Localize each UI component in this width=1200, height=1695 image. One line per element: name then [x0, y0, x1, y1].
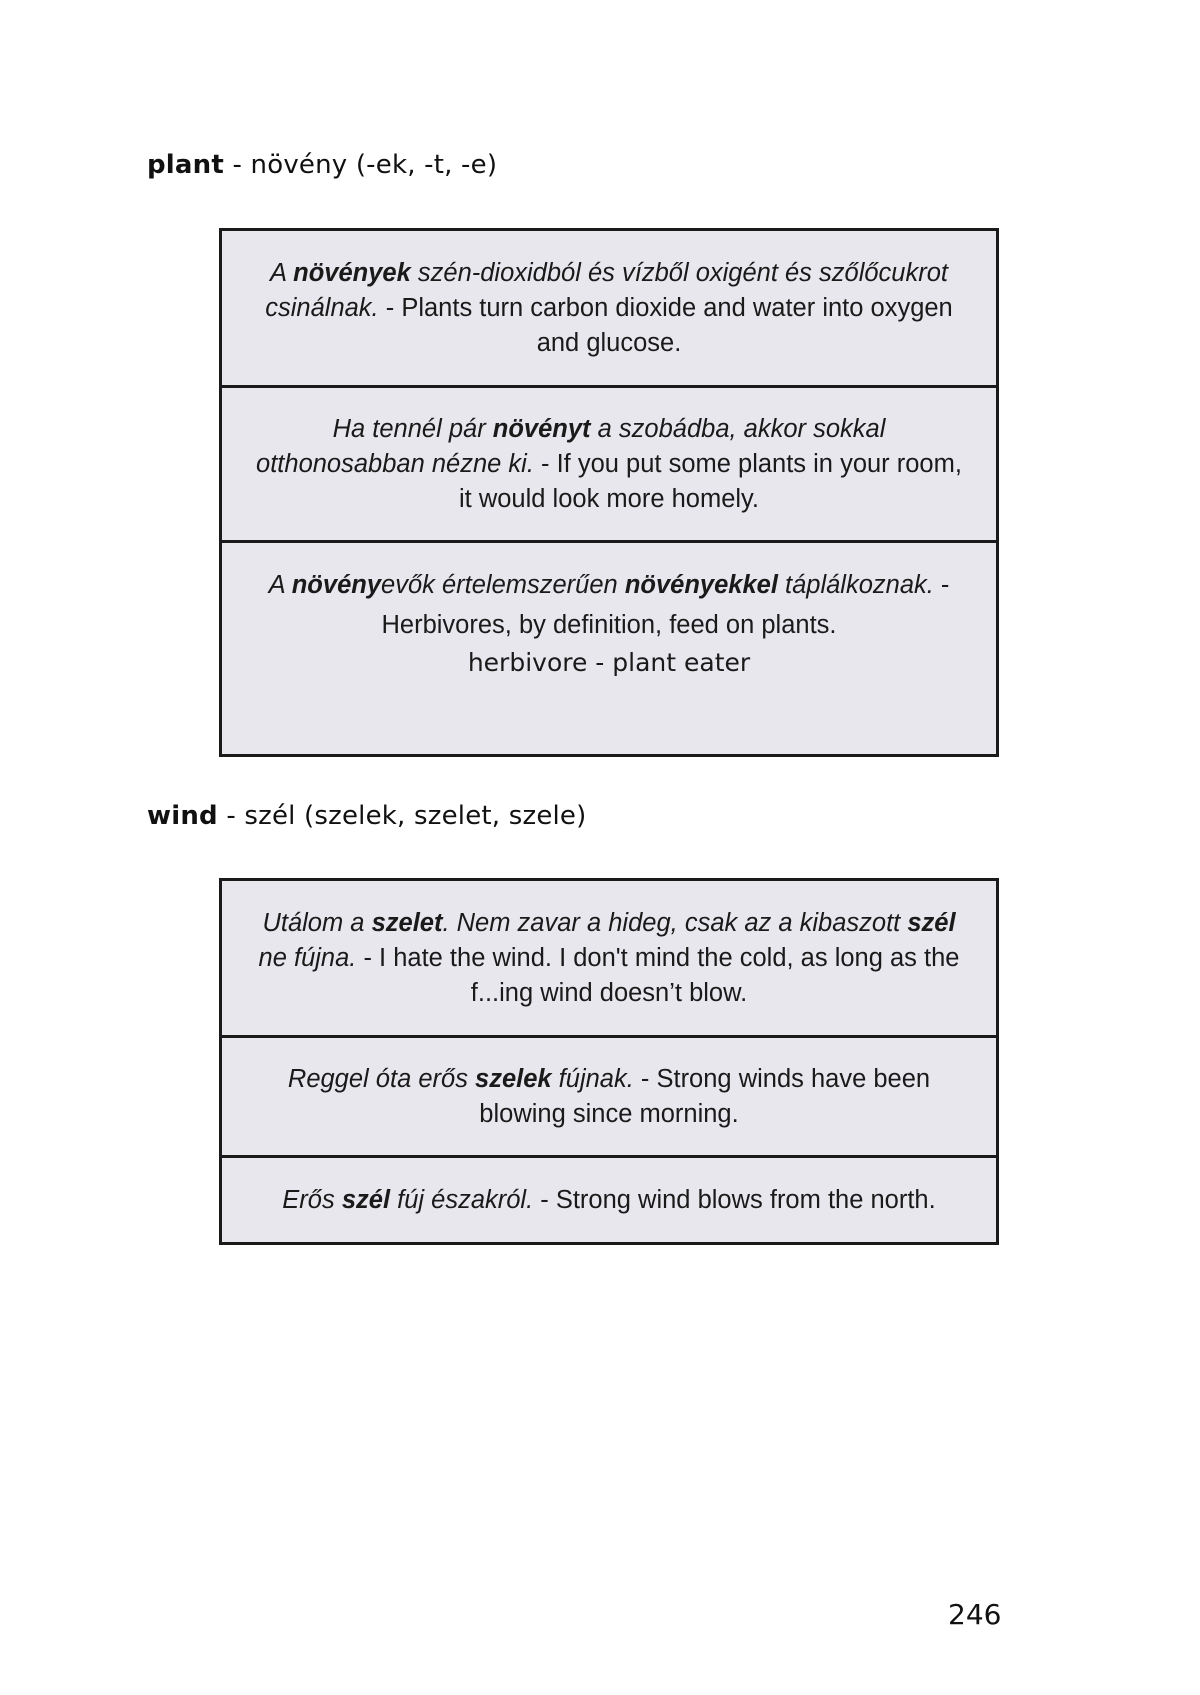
example-row — [222, 881, 996, 1038]
example-sentence: A növényevők értelemszerűen növényekkel táplálkoznak. - Herbivores, by definition, feed on plants. — [268, 571, 950, 639]
example-sentence: Reggel óta erős szelek fújnak. - Strong winds have been blowing since morning. — [287, 1064, 931, 1128]
example-sentence: Ha tennél pár növényt a szobádba, akkor sokkal otthonosabban nézne ki. - If you put some plants in your room, it would look more homely. — [256, 414, 962, 513]
entry-heading-plant — [147, 150, 497, 180]
example-table-plant — [219, 228, 999, 757]
example-row — [222, 231, 996, 388]
headword: plant — [147, 150, 225, 180]
example-sentence: Erős szél fúj északról. - Strong wind blows from the north. — [282, 1185, 936, 1214]
page-number: 246 — [948, 1598, 1002, 1631]
example-sentence: Utálom a szelet. Nem zavar a hideg, csak az a kibaszott szél ne fújna. - I hate the wind. I don't mind the cold, as long as the f...ing wind doesn’t blow. — [258, 908, 960, 1007]
headword-definition: - növény (-ek, -t, -e) — [232, 150, 498, 180]
vocab-note: herbivore - plant eater — [467, 648, 751, 677]
example-row — [222, 543, 996, 754]
headword-definition: - szél (szelek, szelet, szele) — [226, 801, 587, 831]
entry-heading-wind — [147, 801, 586, 831]
example-table-wind — [219, 878, 999, 1245]
example-row — [222, 1038, 996, 1158]
example-row — [222, 388, 996, 543]
headword: wind — [147, 801, 218, 831]
example-sentence: A növények szén-dioxidból és vízből oxigént és szőlőcukrot csinálnak. - Plants turn carbon dioxide and water into oxygen and glucose. — [265, 258, 953, 357]
example-row — [222, 1158, 996, 1242]
